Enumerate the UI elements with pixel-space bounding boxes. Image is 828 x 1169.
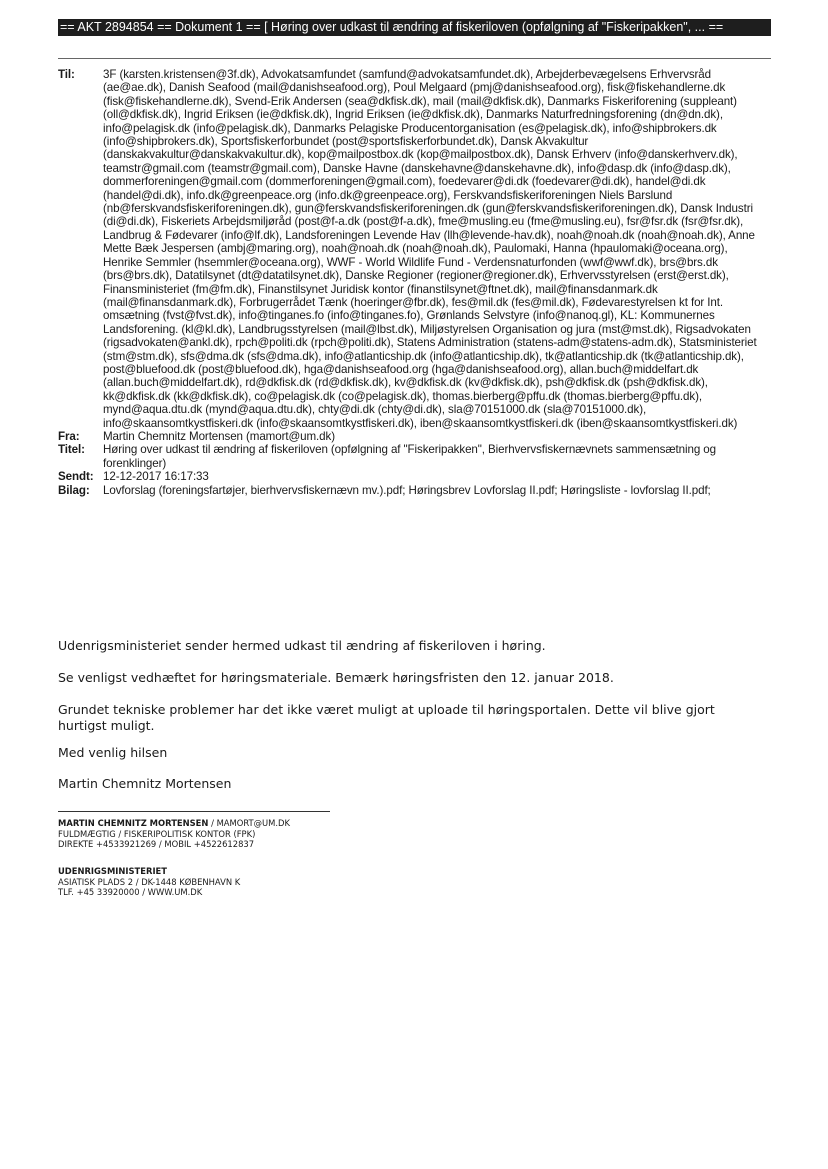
body-paragraph-2: Se venligst vedhæftet for høringsmateriale. Bemærk høringsfristen den 12. januar 2018. xyxy=(58,670,614,685)
header-divider xyxy=(58,58,771,59)
sent-label: Sendt: xyxy=(58,470,94,484)
subject-text: Høring over udkast til ændring af fiskeriloven (opfølgning af "Fiskeripakken", Bierhvervsfiskernævnets sammensætning og forenklinger) xyxy=(103,443,716,470)
signature-title: FULDMÆGTIG / FISKERIPOLITISK KONTOR (FPK) xyxy=(58,828,256,839)
to-row xyxy=(58,68,758,430)
to-label: Til: xyxy=(58,68,75,81)
organisation-name-text: UDENRIGSMINISTERIET xyxy=(58,866,167,876)
body-paragraph-1: Udenrigsministeriet sender hermed udkast til ændring af fiskeriloven i høring. xyxy=(58,638,546,653)
signature-email: / MAMORT@UM.DK xyxy=(208,818,290,828)
greeting: Med venlig hilsen xyxy=(58,745,168,760)
organisation-name xyxy=(58,866,388,877)
from-label: Fra: xyxy=(58,429,80,443)
attachments-label: Bilag: xyxy=(58,483,90,497)
attachments-list: Lovforslag (foreningsfartøjer, bierhvervsfiskernævn mv.).pdf; Høringsbrev Lovforslag II.pdf; Høringsliste - lovforslag II.pdf; xyxy=(103,483,711,497)
organisation-block xyxy=(58,866,388,898)
body-paragraph-3: Grundet tekniske problemer har det ikke været muligt at uploade til høringsportalen. Dette vil blive gjort hurtigst muligt. xyxy=(58,702,715,733)
signature-block xyxy=(58,818,388,850)
signature-phones: DIREKTE +4533921269 / MOBIL +4522612837 xyxy=(58,839,255,850)
email-header xyxy=(58,68,758,497)
to-recipients: 3F (karsten.kristensen@3f.dk), Advokatsamfundet (samfund@advokatsamfundet.dk), Arbejderbevægelsens Erhvervsråd (ae@ae.dk), Danish Seafood (mail@danishseafood.org), Poul Melgaard (pmj@danishseafood.org), fisk@fiskehandlerne.dk (fisk@fiskehandlerne.dk), Svend-Erik Andersen (sea@dkfisk.dk), mail (mail@dkfisk.dk), Danmarks Fiskeriforening (suppleant) (oll@dkfisk.dk), Ingrid Eriksen (ie@dkfisk.dk), Ingrid Eriksen (ie@dkfisk.dk), Danmarks Naturfredningsforening (dn@dn.dk), info@pelagisk.dk (info@pelagisk.dk), Danmarks Pelagiske Producentorganisation (es@pelagisk.dk), info@shipbrokers.dk (info@shipbrokers.dk), Sportsfiskerforbundet (post@sportsfiskerforbundet.dk), Dansk Akvakultur (danskakvakultur@danskakvakultur.dk), kop@mailpostbox.dk (kop@mailpostbox.dk), Dansk Erhverv (info@danskerhverv.dk), teamstr@gmail.com (teamstr@gmail.com), Danske Havne (danskehavne@danskehavne.dk), info@dasp.dk (info@dasp.dk), dommerforeningen@gmail.com (dommerforeningen@gmail.com), foedevarer@di.dk (foedevarer@di.dk), handel@di.dk (handel@di.dk), info.dk@greenpeace.org (info.dk@greenpeace.org), Ferskvandsfiskeriforeningen Niels Barslund (nb@ferskvandsfiskeriforeningen.dk), gun@ferskvandsfiskeriforeningen.dk (gun@ferskvandsfiskeriforeningen.dk), Dansk Industri (di@di.dk), Fiskeriets Arbejdsmiljøråd (post@f-a.dk (post@f-a.dk), fme@musling.eu (fme@musling.eu), fsr@fsr.dk (fsr@fsr.dk), Landbrug & Fødevarer (info@lf.dk), Landsforeningen Levende Hav (llh@levende-hav.dk), noah@noah.dk (noah@noah.dk), Anne Mette Bæk Jespersen (ambj@maring.org), noah@noah.dk (noah@noah.dk), Paulomaki, Hanna (hpaulomaki@oceana.org), Henrike Semmler (hsemmler@oceana.org), WWF - World Wildlife Fund - Verdensnaturfonden (wwf@wwf.dk), brs@brs.dk (brs@brs.dk), Datatilsynet (dt@datatilsynet.dk), Danske Regioner (regioner@regioner.dk), Erhvervsstyrelsen (erst@erst.dk), Finansministeriet (fm@fm.dk), Finanstilsynet Juridisk kontor (finanstilsynet@ftnet.dk), mail@finansdanmark.dk (mail@finansdanmark.dk), Forbrugerrådet Tænk (hoeringer@fbr.dk), fes@mil.dk (fes@mil.dk), Fødevarestyrelsen kt for Int. omsætning (fvst@fvst.dk), info@tinganes.fo (info@tinganes.fo), Grønlands Selvstyre (info@nanoq.gl), KL: Kommunernes Landsforening. (kl@kl.dk), Landbrugsstyrelsen (mail@lbst.dk), Miljøstyrelsen Organisation og jura (mst@mst.dk), Rigsadvokaten (rigsadvokaten@ankl.dk), rpch@politi.dk (rpch@politi.dk), Statens Administration (statens-adm@statens-adm.dk), Statsministeriet (stm@stm.dk), sfs@dma.dk (sfs@dma.dk), info@atlanticship.dk (info@atlanticship.dk), tk@atlanticship.dk (tk@atlanticship.dk), post@bluefood.dk (post@bluefood.dk), hga@danishseafood.org (hga@danishseafood.org), allan.buch@middelfart.dk (allan.buch@middelfart.dk), rd@dkfisk.dk (rd@dkfisk.dk), kv@dkfisk.dk (kv@dkfisk.dk), psh@dkfisk.dk (psh@dkfisk.dk), kk@dkfisk.dk (kk@dkfisk.dk), co@pelagisk.dk (co@pelagisk.dk), thomas.bierberg@pffu.dk (thomas.bierberg@pffu.dk), mynd@aqua.dtu.dk (mynd@aqua.dtu.dk), chty@di.dk (chty@di.dk), sla@70151000.dk (sla@70151000.dk), info@skaansomtkystfiskeri.dk (info@skaansomtkystfiskeri.dk), iben@skaansomtkystfiskeri.dk (iben@skaansomtkystfiskeri.dk) xyxy=(103,68,757,430)
subject-label: Titel: xyxy=(58,443,85,457)
subject-row xyxy=(58,443,758,470)
sent-row xyxy=(58,470,758,483)
attachments-row xyxy=(58,484,758,497)
sent-date: 12-12-2017 16:17:33 xyxy=(103,470,209,484)
organisation-contact: TLF. +45 33920000 / WWW.UM.DK xyxy=(58,887,203,898)
from-row xyxy=(58,430,758,443)
organisation-address: ASIATISK PLADS 2 / DK-1448 KØBENHAVN K xyxy=(58,876,241,887)
signature-name-caps: MARTIN CHEMNITZ MORTENSEN xyxy=(58,818,209,828)
signature-name: Martin Chemnitz Mortensen xyxy=(58,776,232,791)
document-banner: == AKT 2894854 == Dokument 1 == [ Høring over udkast til ændring af fiskeriloven (opfølgning af "Fiskeripakken", ... == xyxy=(58,19,771,36)
signature-name-line xyxy=(58,818,388,829)
signature-divider xyxy=(58,811,330,812)
from-sender: Martin Chemnitz Mortensen (mamort@um.dk) xyxy=(103,429,335,443)
